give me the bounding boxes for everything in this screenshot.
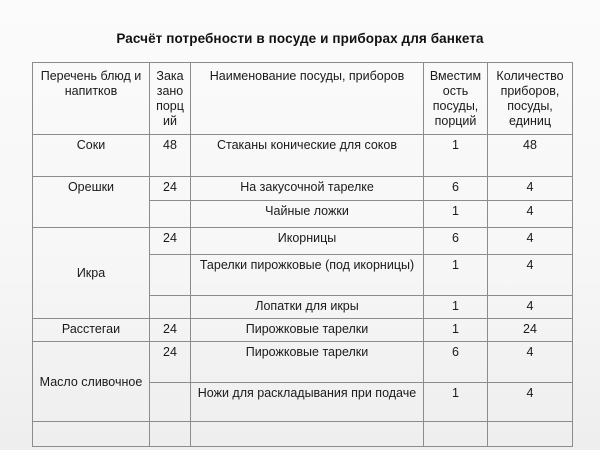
capacity-cell: 1 [424,201,488,228]
quantity-cell: 4 [488,177,573,201]
capacity-cell: 6 [424,342,488,383]
portions-cell [150,255,191,296]
table-row [33,422,573,447]
table-row [33,342,573,383]
quantity-cell: 4 [488,201,573,228]
capacity-cell: 1 [424,296,488,319]
capacity-cell [424,422,488,447]
capacity-cell: 1 [424,383,488,422]
item-cell: Лопатки для икры [191,296,424,319]
portions-cell: 48 [150,135,191,177]
table-row [33,228,573,255]
capacity-cell: 6 [424,177,488,201]
portions-cell: 24 [150,177,191,201]
quantity-cell: 4 [488,296,573,319]
quantity-cell: 4 [488,228,573,255]
quantity-cell: 24 [488,319,573,342]
slide-title: Расчёт потребности в посуде и приборах для банкета [116,31,484,46]
item-cell: На закусочной тарелке [191,177,424,201]
quantity-cell: 48 [488,135,573,177]
header-portions: Зака зано порц ий [150,63,191,135]
item-cell: Стаканы конические для соков [191,135,424,177]
portions-cell: 24 [150,342,191,383]
portions-cell [150,383,191,422]
item-cell: Пирожковые тарелки [191,319,424,342]
dish-cell: Расстегаи [33,319,150,342]
quantity-cell: 4 [488,255,573,296]
dish-cell: Масло сливочное [33,342,150,422]
table-header-row [33,63,573,135]
capacity-cell: 1 [424,319,488,342]
quantity-cell: 4 [488,342,573,383]
table-row [33,177,573,201]
portions-cell [150,296,191,319]
header-item: Наименование посуды, приборов [191,63,424,135]
item-cell: Икорницы [191,228,424,255]
portions-cell: 24 [150,228,191,255]
banquet-tableware-table [32,62,573,447]
portions-cell [150,201,191,228]
portions-cell [150,422,191,447]
quantity-cell [488,422,573,447]
quantity-cell: 4 [488,383,573,422]
item-cell: Ножи для раскладывания при подаче [191,383,424,422]
capacity-cell: 1 [424,135,488,177]
dish-cell: Орешки [33,177,150,228]
dish-cell: Соки [33,135,150,177]
table-row [33,319,573,342]
item-cell: Чайные ложки [191,201,424,228]
item-cell: Пирожковые тарелки [191,342,424,383]
header-capacity: Вместим ость посуды, порций [424,63,488,135]
header-dishes: Перечень блюд и напитков [33,63,150,135]
portions-cell: 24 [150,319,191,342]
table-row [33,135,573,177]
header-quantity: Количество приборов, посуды, единиц [488,63,573,135]
dish-cell: Икра [33,228,150,319]
dish-cell [33,422,150,447]
item-cell: Тарелки пирожковые (под икорницы) [191,255,424,296]
capacity-cell: 6 [424,228,488,255]
item-cell [191,422,424,447]
capacity-cell: 1 [424,255,488,296]
